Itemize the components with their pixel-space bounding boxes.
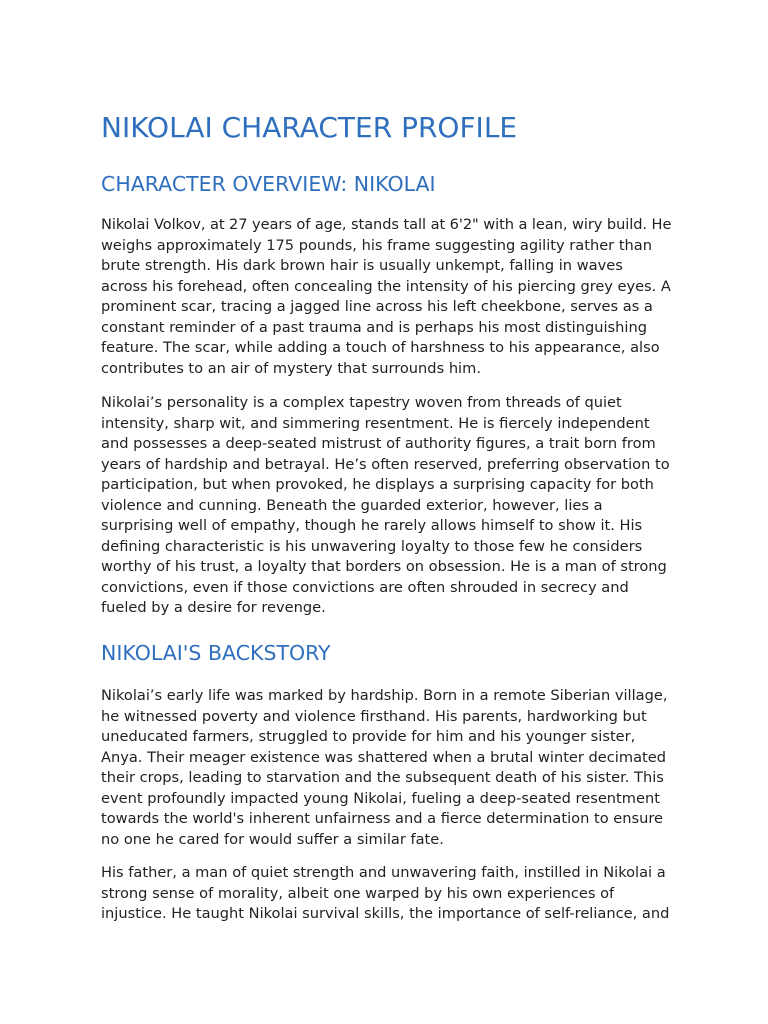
text-line: and possesses a deep-seated mistrust of authority figures, a trait born from [101,435,656,452]
text-line: injustice. He taught Nikolai survival skills, the importance of self-reliance, and [101,905,670,922]
section-heading-backstory: NIKOLAI'S BACKSTORY [101,641,331,665]
paragraph-overview-appearance [101,215,671,379]
text-line: prominent scar, tracing a jagged line across his left cheekbone, serves as a [101,298,653,315]
text-line: constant reminder of a past trauma and is perhaps his most distinguishing [101,318,647,336]
text-line: fueled by a desire for revenge. [101,599,326,616]
text-line: weighs approximately 175 pounds, his frame suggesting agility rather than [101,236,652,254]
text-line: Nikolai’s early life was marked by hardship. Born in a remote Siberian village, [101,687,668,704]
text-line: no one he cared for would suffer a similar fate. [101,830,444,848]
text-line: event profoundly impacted young Nikolai, fueling a deep-seated resentment [101,789,660,807]
text-line: their crops, leading to starvation and the subsequent death of his sister. This [101,769,664,786]
text-line: contributes to an air of mystery that surrounds him. [101,359,481,377]
text-line: intensity, sharp wit, and simmering resentment. He is fiercely independent [101,414,650,432]
text-line: years of hardship and betrayal. He’s often reserved, preferring observation to [101,455,670,473]
text-line: Nikolai Volkov, at 27 years of age, stands tall at 6'2" with a lean, wiry build. He [101,216,672,233]
text-line: participation, but when provoked, he displays a surprising capacity for both [101,476,654,493]
paragraph-overview-personality [101,393,671,619]
text-line: His father, a man of quiet strength and unwavering faith, instilled in Nikolai a [101,864,666,881]
text-line: Nikolai’s personality is a complex tapestry woven from threads of quiet [101,394,622,411]
section-heading-overview: CHARACTER OVERVIEW: NIKOLAI [101,172,436,196]
text-line: he witnessed poverty and violence firsthand. His parents, hardworking but [101,707,647,725]
document-title: NIKOLAI CHARACTER PROFILE [101,111,518,144]
text-line: towards the world's inherent unfairness and a fierce determination to ensure [101,810,663,827]
paragraph-backstory-father [101,863,671,925]
text-line: violence and cunning. Beneath the guarded exterior, however, lies a [101,496,603,514]
text-line: Anya. Their meager existence was shattered when a brutal winter decimated [101,748,666,766]
text-line: brute strength. His dark brown hair is usually unkempt, falling in waves [101,257,623,274]
text-line: convictions, even if those convictions are often shrouded in secrecy and [101,578,629,596]
text-line: defining characteristic is his unwavering loyalty to those few he considers [101,537,643,555]
text-line: feature. The scar, while adding a touch of harshness to his appearance, also [101,339,660,356]
text-line: worthy of his trust, a loyalty that borders on obsession. He is a man of strong [101,558,667,575]
text-line: uneducated farmers, struggled to provide for him and his younger sister, [101,728,636,745]
text-line: surprising well of empathy, though he rarely allows himself to show it. His [101,517,643,534]
text-line: across his forehead, often concealing the intensity of his piercing grey eyes. A [101,277,671,295]
text-line: strong sense of morality, albeit one warped by his own experiences of [101,884,615,902]
paragraph-backstory-early-life [101,686,671,850]
